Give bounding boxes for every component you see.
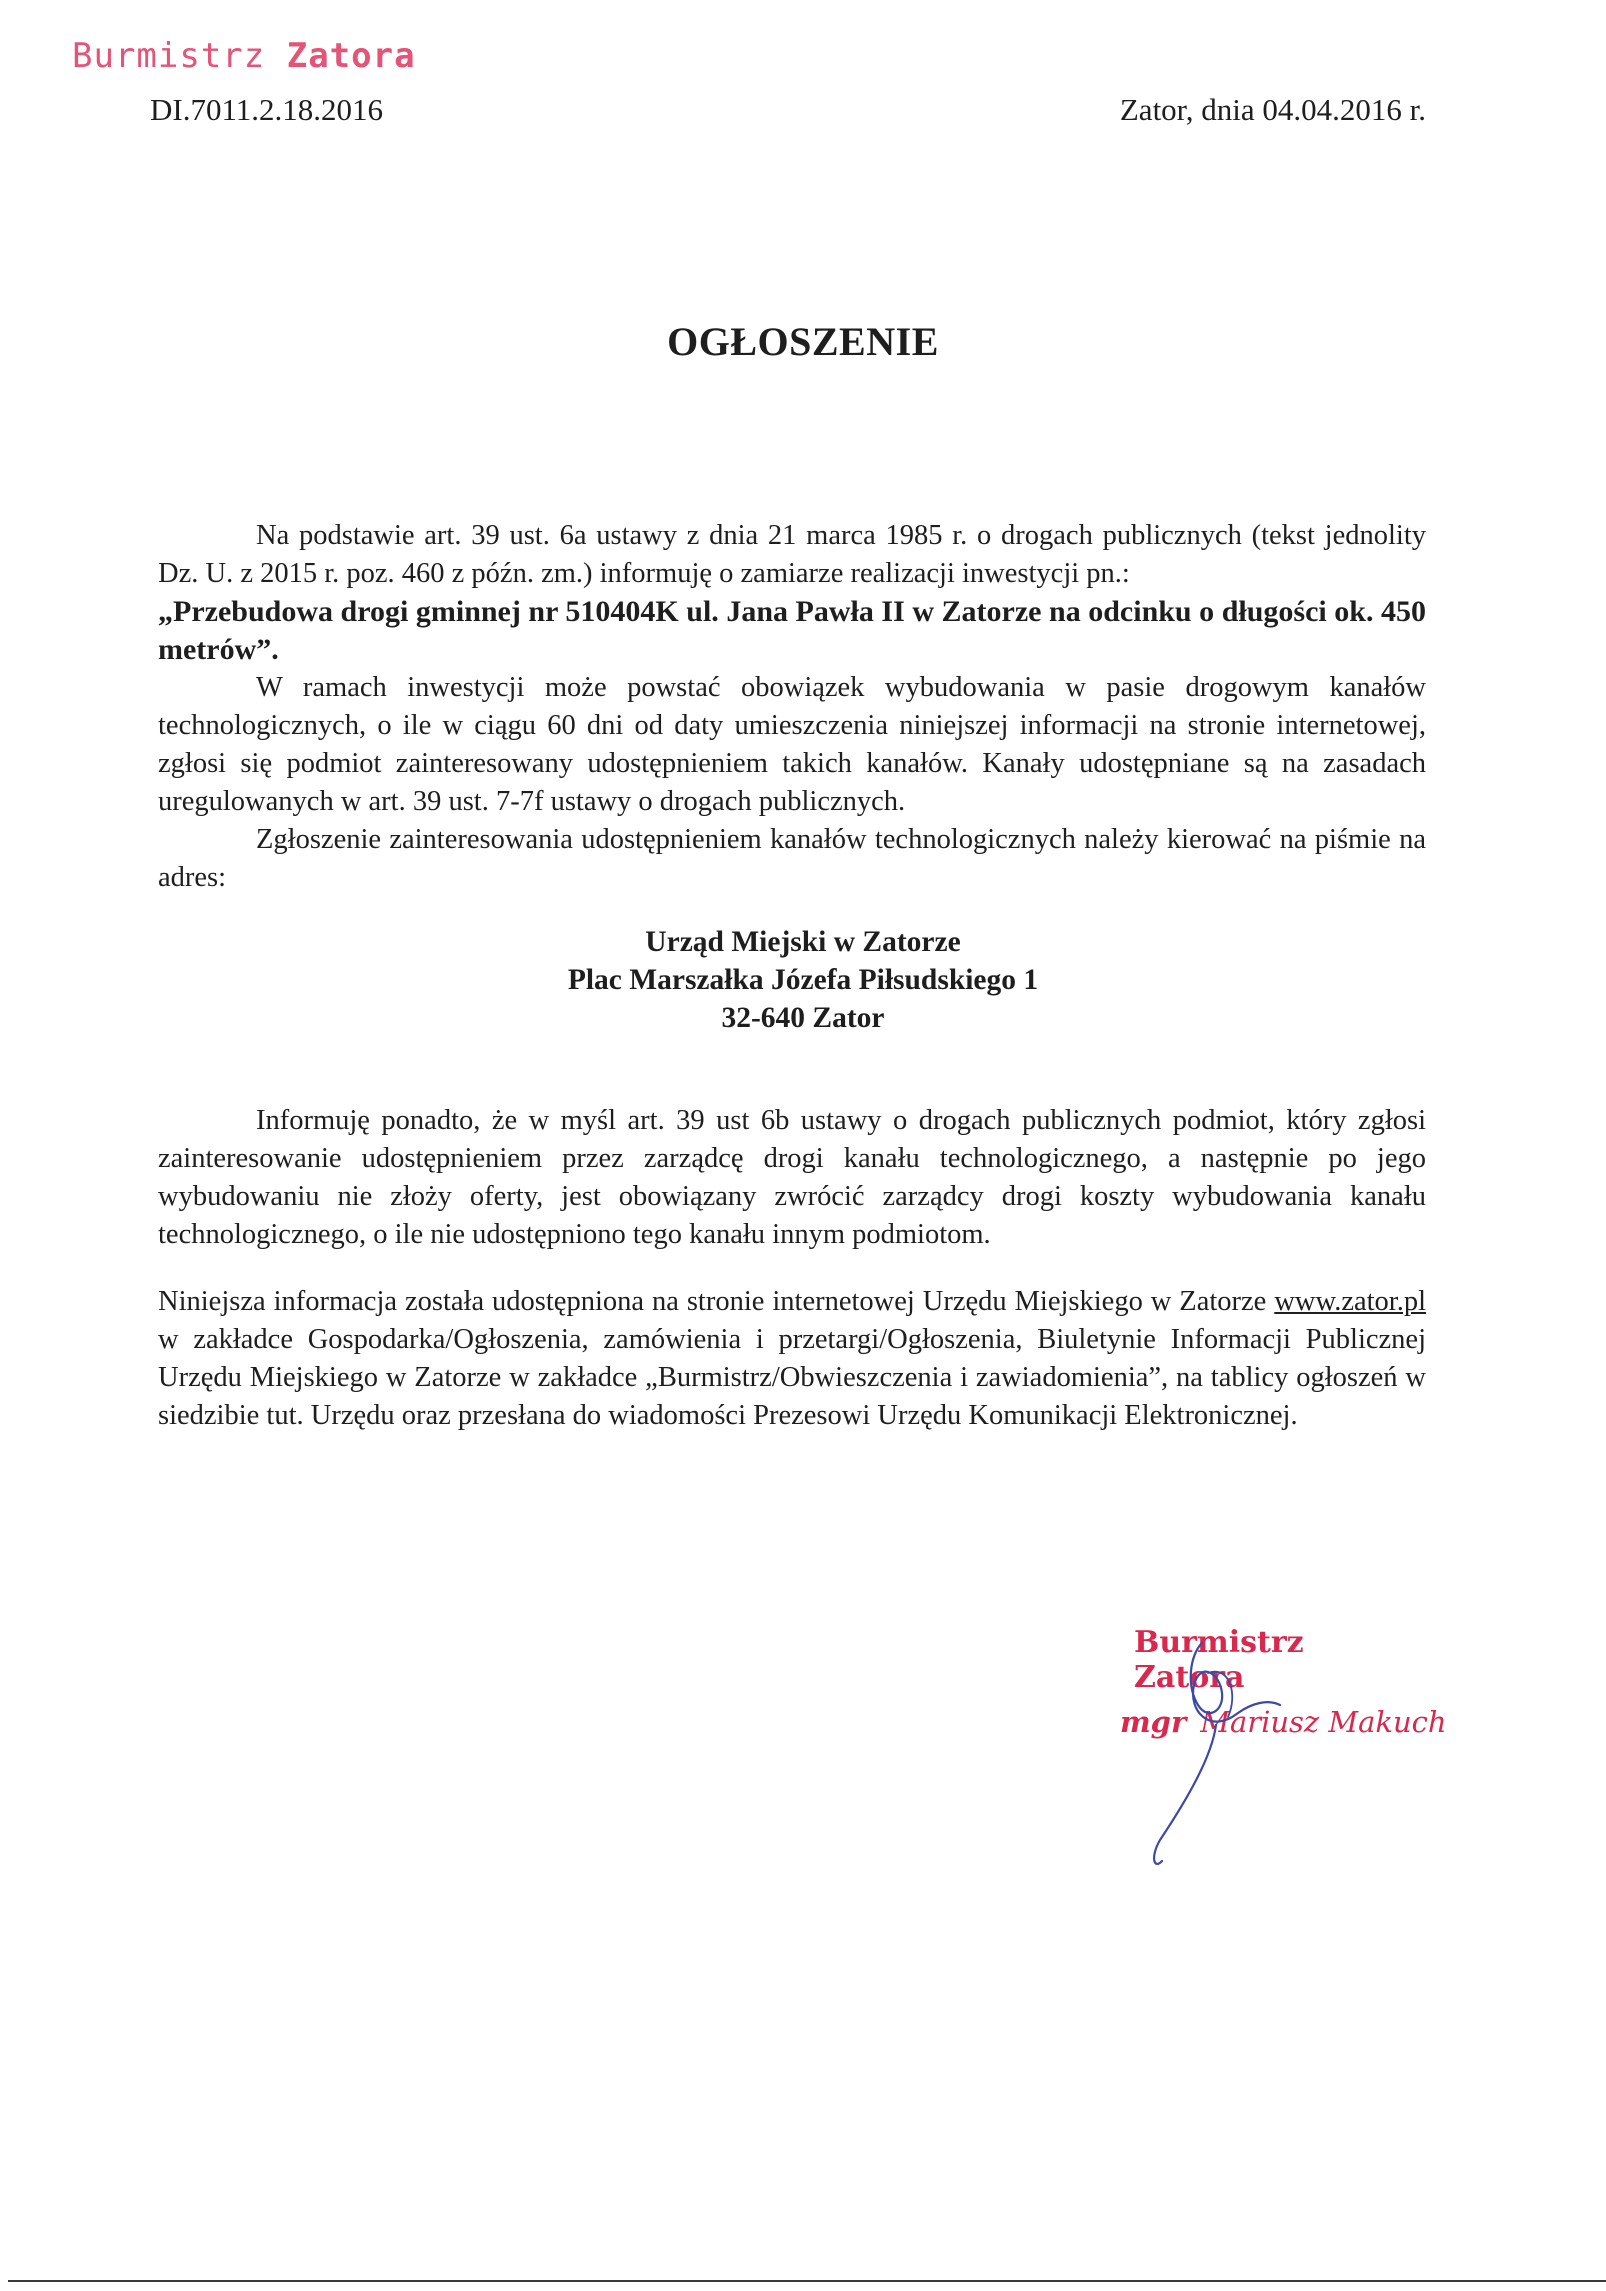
- bottom-edge-line: [8, 2280, 1606, 2282]
- publication-text-after: w zakładce Gospodarka/Ogłoszenia, zamówienia i przetargi/Ogłoszenia, Biuletynie Informacji Publicznej Urzędu Miejskiego w Zatorze w zakładce „Burmistrz/Obwieszczenia i zawiadomienia”, na tablicy ogłoszeń w siedzibie tut. Urzędu oraz przesłana do wiadomości Prezesowi Urzędu Komunikacji Elektronicznej.: [158, 1324, 1426, 1431]
- address-line-1: Urząd Miejski w Zatorze: [645, 926, 961, 958]
- body-section-2: [158, 1102, 1426, 1254]
- paragraph-publication: [158, 1283, 1426, 1435]
- address-line-2: Plac Marszałka Józefa Piłsudskiego 1: [567, 964, 1039, 996]
- publication-text-before: Niniejsza informacja została udostępniona na stronie internetowej Urzędu Miejskiego w Zatorze: [158, 1286, 1267, 1317]
- paragraph-costs: Informuję ponadto, że w myśl art. 39 ust 6b ustawy o drogach publicznych podmiot, który zgłosi zainteresowanie udostępnieniem przez zarządcę drogi kanału technologicznego, a następnie po jego wybudowaniu nie złoży oferty, jest obowiązany zwrócić zarządcy drogi koszty wybudowania kanału technologicznego, o ile nie udostępniono tego kanału innym podmiotom.: [158, 1105, 1426, 1250]
- stamp-word-1: Burmistrz: [72, 36, 266, 76]
- body-section-1: [158, 517, 1426, 897]
- address-line-3: 32-640 Zator: [721, 1002, 885, 1034]
- stamp-word-2: Zatora: [286, 36, 416, 76]
- document-title: OGŁOSZENIE: [667, 319, 939, 364]
- signature-stamp-title: Burmistrz Zatora: [1134, 1625, 1304, 1695]
- body-section-3: [158, 1283, 1426, 1435]
- office-stamp-header: [72, 36, 416, 76]
- paragraph-obligation: W ramach inwestycji może powstać obowiązek wybudowania w pasie drogowym kanałów technologicznych, o ile w ciągu 60 dni od daty umieszczenia niniejszej informacji na stronie internetowej, zgłosi się podmiot zainteresowany udostępnieniem takich kanałów. Kanały udostępniane są na zasadach uregulowanych w art. 39 ust. 7-7f ustawy o drogach publicznych.: [158, 672, 1426, 817]
- investment-name: „Przebudowa drogi gminnej nr 510404K ul. Jana Pawła II w Zatorze na odcinku o długości ok. 450 metrów”.: [158, 595, 1426, 666]
- signature-stamp: [1120, 1625, 1447, 1885]
- paragraph-submission: Zgłoszenie zainteresowania udostępnieniem kanałów technologicznych należy kierować na piśmie na adres:: [158, 824, 1426, 893]
- signature-stamp-name: Mariusz Makuch: [1200, 1705, 1447, 1739]
- address-block: [0, 923, 1606, 1037]
- place-and-date: Zator, dnia 04.04.2016 r.: [1119, 92, 1426, 127]
- website-link[interactable]: www.zator.pl: [1274, 1286, 1427, 1317]
- signature-stamp-degree: mgr: [1120, 1705, 1187, 1739]
- reference-number: DI.7011.2.18.2016: [150, 92, 384, 127]
- paragraph-legal-basis: Na podstawie art. 39 ust. 6a ustawy z dnia 21 marca 1985 r. o drogach publicznych (tekst jednolity Dz. U. z 2015 r. poz. 460 z późn. zm.) informuję o zamiarze realizacji inwestycji pn.:: [158, 520, 1426, 589]
- handwritten-signature: [1120, 1625, 1420, 1885]
